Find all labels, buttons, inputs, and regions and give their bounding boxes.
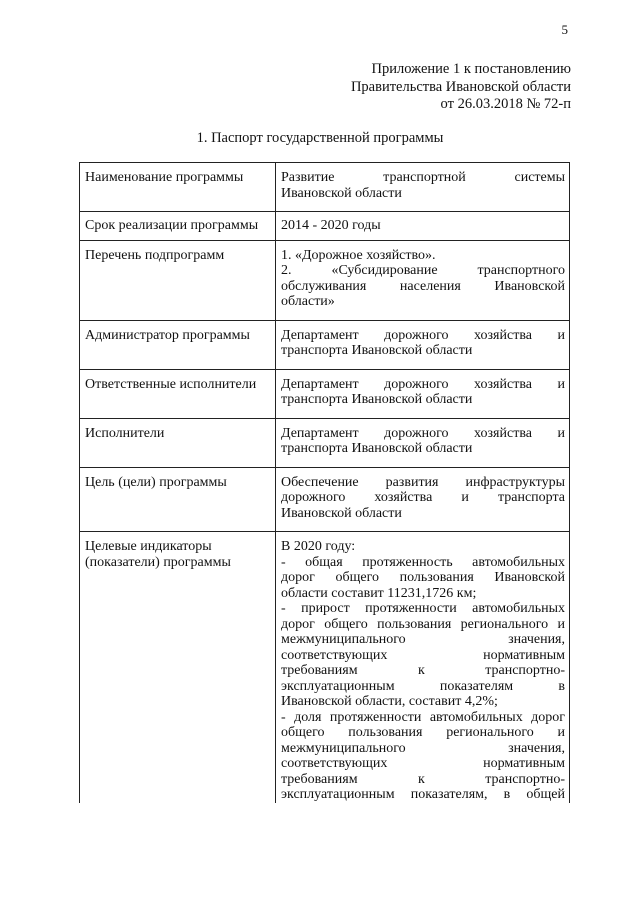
passport-title: 1. Паспорт государственной программы [196,130,444,146]
row-label: Перечень подпрограмм [80,240,276,320]
value-line: Ивановской области [281,185,402,201]
value-line: 1. «Дорожное хозяйство». [281,247,436,263]
value-line: эксплуатационным показателям, в общей [281,787,565,802]
value-line: транспорта Ивановской области [281,343,473,358]
passport-table [79,162,570,803]
row-label: Ответственные исполнители [80,369,276,418]
appendix-header [351,61,571,114]
value-line: Ивановской области [281,505,402,521]
value-line: требованиям к транспортно- [281,771,565,787]
value-line: межмуниципального значения, [281,632,565,647]
value-line: соответствующих нормативным [281,756,565,771]
value-line: общего пользования регионального и [281,725,565,740]
value-line: дорог общего пользования Ивановской [281,570,565,585]
value-line: эксплуатационным показателям в [281,678,565,694]
page-number: 5 [561,22,568,37]
table-row [80,163,570,212]
value-line: Обеспечение развития инфраструктуры [281,474,565,490]
row-value [276,369,570,418]
row-label: Исполнители [80,418,276,467]
table-row [80,532,570,803]
value-line: Департамент дорожного хозяйства и [281,327,565,343]
row-value [276,418,570,467]
value-line: Ивановской области, составит 4,2%; [281,694,498,709]
value-line: обслуживания населения Ивановской [281,278,565,294]
value-line: 2. «Субсидирование транспортного [281,263,565,278]
value-line: требованиям к транспортно- [281,663,565,678]
table-row [80,240,570,320]
value-line: соответствующих нормативным [281,647,565,663]
table-row [80,369,570,418]
label-line: (показатели) программы [85,554,231,570]
label-line: Целевые индикаторы [85,539,212,554]
value-line: транспорта Ивановской области [281,441,473,456]
value-line: - общая протяженность автомобильных [281,554,565,570]
value-line: дорог общего пользования регионального и [281,616,565,632]
row-label [80,532,276,803]
row-label: Цель (цели) программы [80,467,276,532]
table-row [80,418,570,467]
value-line: межмуниципального значения, [281,740,565,756]
row-value [276,240,570,320]
value-line: - прирост протяженности автомобильных [281,601,565,616]
value-line: Департамент дорожного хозяйства и [281,376,565,392]
row-value [276,320,570,369]
value-line: дорожного хозяйства и транспорта [281,490,565,505]
row-value [276,532,570,803]
value-line: области» [281,294,335,309]
table-row [80,320,570,369]
appendix-line-1: Приложение 1 к постановлению [371,61,571,77]
value-line: В 2020 году: [281,539,356,554]
table-row [80,467,570,532]
row-value [276,163,570,212]
row-value: 2014 - 2020 годы [276,212,570,241]
row-label: Наименование программы [80,163,276,212]
value-line: транспорта Ивановской области [281,392,473,407]
row-label: Срок реализации программы [80,212,276,241]
appendix-line-3: от 26.03.2018 № 72-п [440,96,571,112]
table-row [80,212,570,241]
value-line: области составит 11231,1726 км; [281,585,477,601]
appendix-line-2: Правительства Ивановской области [350,78,571,95]
row-label: Администратор программы [80,320,276,369]
value-line: Развитие транспортной системы [281,170,565,185]
row-value [276,467,570,532]
value-line: Департамент дорожного хозяйства и [281,425,565,441]
value-line: - доля протяженности автомобильных дорог [281,709,565,725]
